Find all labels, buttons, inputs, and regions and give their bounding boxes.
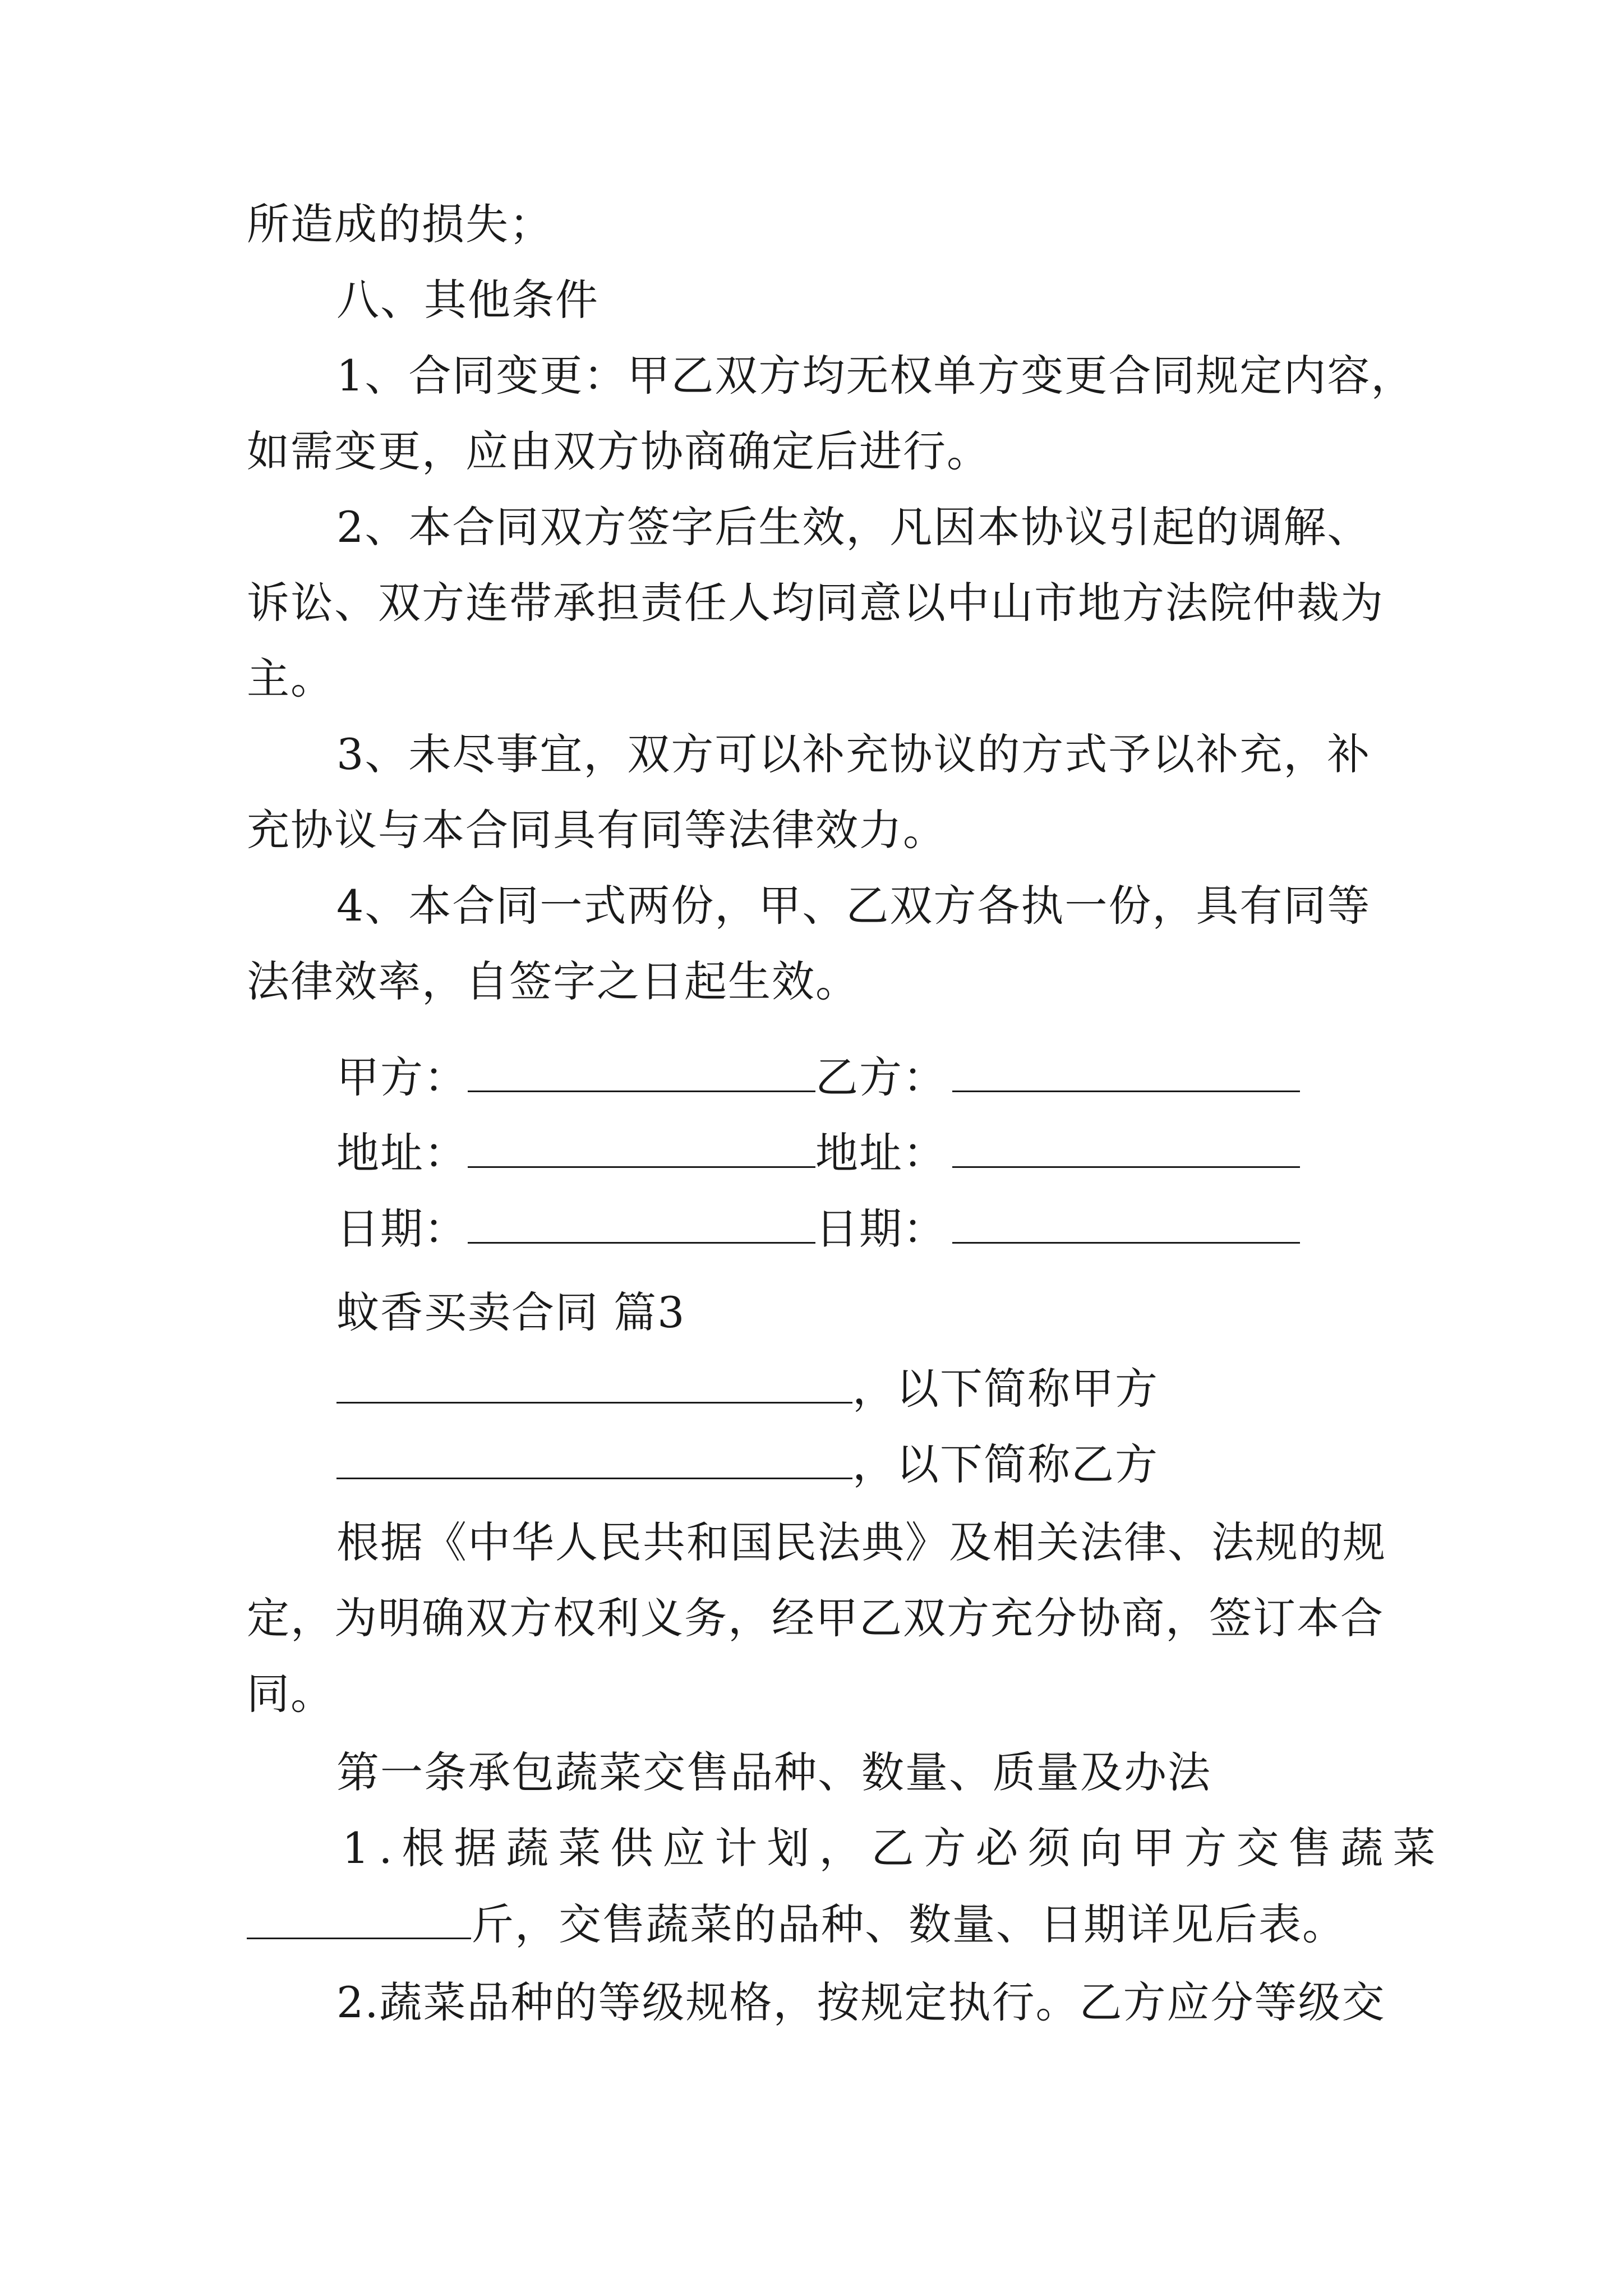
clause-3-line-2: 充协议与本合同具有同等法律效力。 bbox=[247, 805, 947, 855]
contract-title: 蚊香买卖合同 篇3 bbox=[336, 1287, 686, 1337]
date-b-label: 日期： bbox=[815, 1204, 947, 1254]
article-1-item-1-line-1: 1.根据蔬菜供应计划，乙方必须向甲方交售蔬菜 bbox=[342, 1823, 1445, 1873]
intro-line-2: 定，为明确双方权利义务，经甲乙双方充分协商，签订本合 bbox=[247, 1593, 1384, 1643]
second-party-note: ，以下简称乙方 bbox=[852, 1439, 1159, 1489]
paragraph-line: 所造成的损失； bbox=[247, 199, 553, 249]
second-party-blank[interactable] bbox=[336, 1436, 852, 1479]
article-1-title: 第一条承包蔬菜交售品种、数量、质量及办法 bbox=[336, 1747, 1211, 1797]
quantity-blank[interactable] bbox=[247, 1896, 471, 1939]
article-1-item-2-line-1: 2.蔬菜品种的等级规格，按规定执行。乙方应分等级交 bbox=[336, 1977, 1386, 2027]
clause-2-line-3: 主。 bbox=[247, 654, 334, 703]
address-b-label: 地址： bbox=[815, 1128, 947, 1178]
clause-3-line-1: 3、未尽事宜，双方可以补充协议的方式予以补充，补 bbox=[336, 729, 1371, 779]
party-a-blank[interactable] bbox=[468, 1049, 815, 1092]
clause-1-line-2: 如需变更，应由双方协商确定后进行。 bbox=[247, 426, 990, 476]
signature-row-date bbox=[336, 1200, 1300, 1257]
date-a-blank[interactable] bbox=[468, 1200, 815, 1244]
first-party-note: ，以下简称甲方 bbox=[852, 1364, 1159, 1414]
clause-4-line-1: 4、本合同一式两份，甲、乙双方各执一份，具有同等 bbox=[336, 881, 1371, 931]
article-1-item-1-rest: 斤，交售蔬菜的品种、数量、日期详见后表。 bbox=[471, 1899, 1346, 1949]
section-heading: 八、其他条件 bbox=[336, 275, 599, 325]
clause-4-line-2: 法律效率，自签字之日起生效。 bbox=[247, 956, 859, 1006]
date-b-blank[interactable] bbox=[952, 1200, 1300, 1244]
clause-1-line-1: 1、合同变更：甲乙双方均无权单方变更合同规定内容， bbox=[336, 351, 1415, 401]
signature-row-party bbox=[336, 1049, 1300, 1106]
first-party-line bbox=[336, 1360, 1159, 1417]
address-a-label: 地址： bbox=[336, 1128, 468, 1178]
party-b-blank[interactable] bbox=[952, 1049, 1300, 1092]
clause-2-line-2: 诉讼、双方连带承担责任人均同意以中山市地方法院仲裁为 bbox=[247, 578, 1384, 628]
address-a-blank[interactable] bbox=[468, 1125, 815, 1168]
address-b-blank[interactable] bbox=[952, 1125, 1300, 1168]
intro-line-1: 根据《中华人民共和国民法典》及相关法律、法规的规 bbox=[336, 1517, 1386, 1567]
signature-row-address bbox=[336, 1125, 1300, 1181]
second-party-line bbox=[336, 1436, 1159, 1493]
first-party-blank[interactable] bbox=[336, 1360, 852, 1404]
intro-line-3: 同。 bbox=[247, 1669, 334, 1719]
article-1-item-1-line-2 bbox=[247, 1896, 1346, 1953]
party-b-label: 乙方： bbox=[815, 1052, 947, 1102]
date-a-label: 日期： bbox=[336, 1204, 468, 1254]
clause-2-line-1: 2、本合同双方签字后生效，凡因本协议引起的调解、 bbox=[336, 502, 1371, 552]
party-a-label: 甲方： bbox=[336, 1052, 468, 1102]
